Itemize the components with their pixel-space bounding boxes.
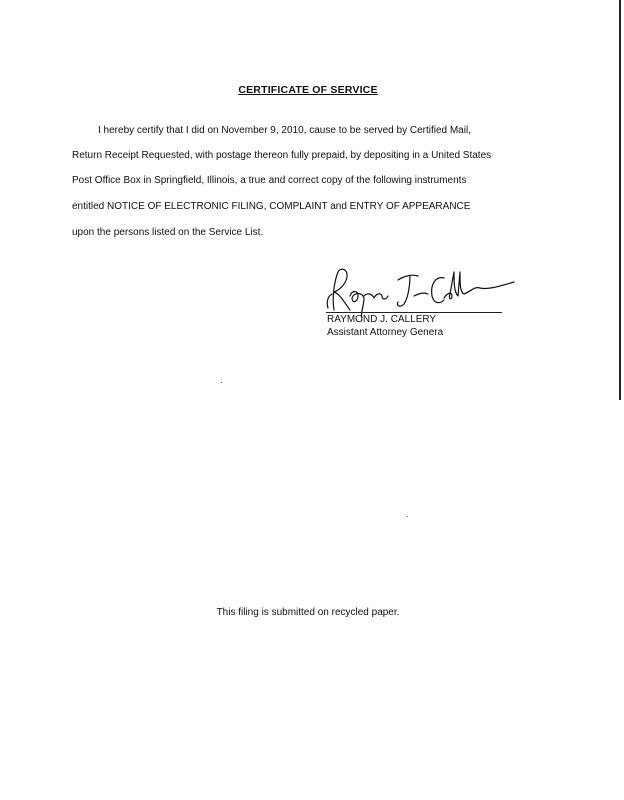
scan-edge-line	[619, 0, 621, 400]
body-line-4: entitled NOTICE OF ELECTRONIC FILING, COMPLAINT and ENTRY OF APPEARANCE	[72, 201, 471, 212]
body-line-3: Post Office Box in Springfield, Illinois, a true and correct copy of the following instruments	[72, 175, 467, 186]
handwritten-signature	[320, 262, 520, 318]
body-line-2: Return Receipt Requested, with postage thereon fully prepaid, by depositing in a United States	[72, 150, 492, 161]
document-title: CERTIFICATE OF SERVICE	[238, 84, 378, 96]
scan-speck	[407, 516, 408, 517]
signer-name: RAYMOND J. CALLERY	[327, 314, 437, 325]
recycled-paper-note: This filing is submitted on recycled paper.	[216, 607, 400, 618]
signature-line	[326, 312, 502, 313]
body-line-1: I hereby certify that I did on November 9, 2010, cause to be served by Certified Mail,	[98, 125, 471, 136]
scan-speck	[221, 382, 222, 383]
body-line-5: upon the persons listed on the Service List.	[72, 227, 264, 238]
signer-title: Assistant Attorney Genera	[327, 327, 444, 338]
